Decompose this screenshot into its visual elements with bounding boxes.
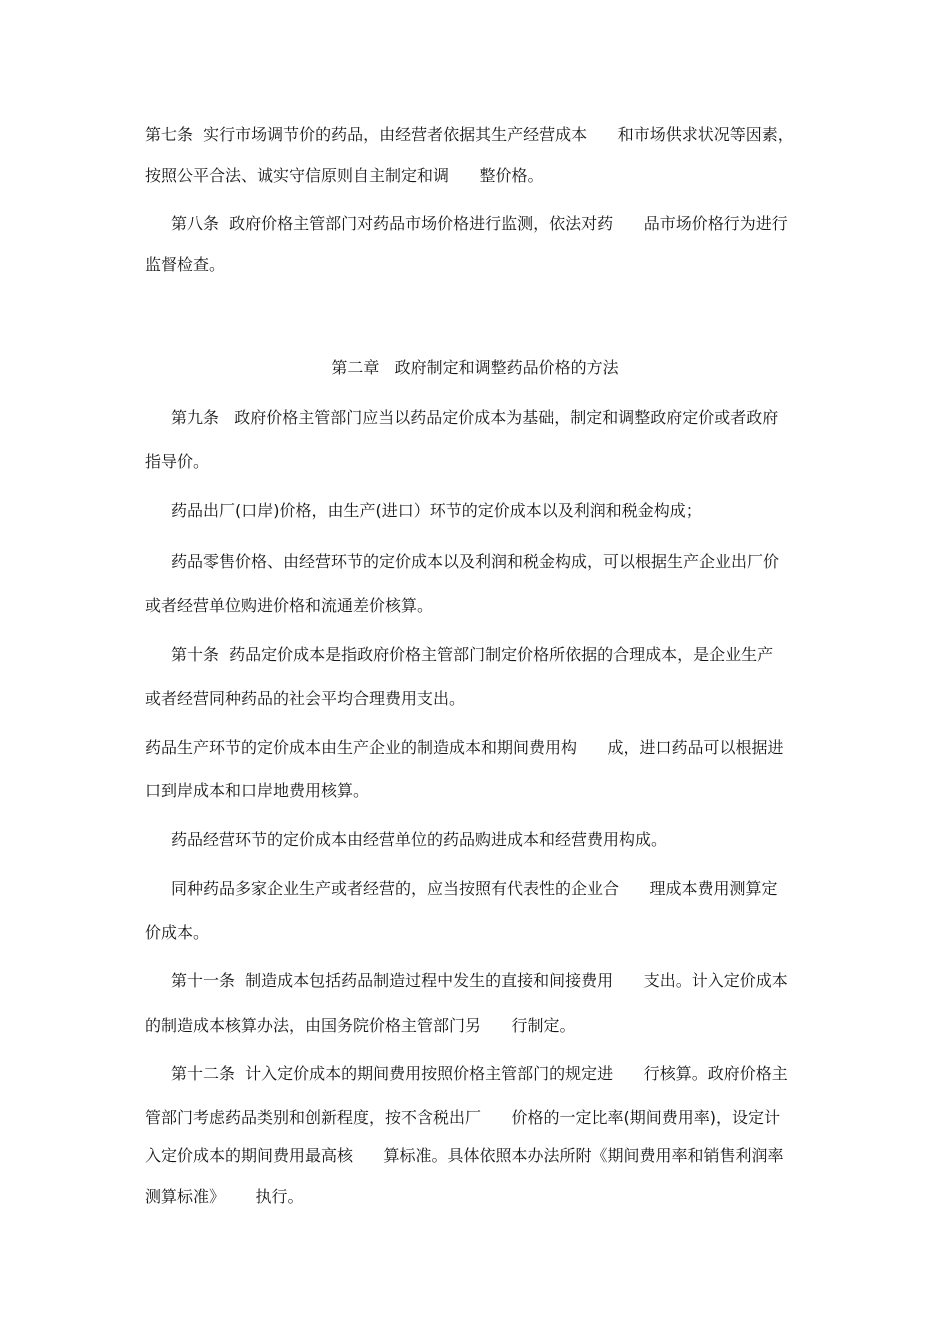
same-drug-line-2: 价成本。 [145,923,210,942]
production-cost-line-2: 口到岸成本和口岸地费用核算。 [145,781,370,800]
article-9-line-2: 指导价。 [145,452,210,471]
article-12-line-1: 第十二条 计入定价成本的期间费用按照价格主管部门的规定进 行核算。政府价格主 [171,1064,788,1083]
article-12-line-3: 入定价成本的期间费用最高核 算标准。具体依照本办法所附《期间费用率和销售利润率 [145,1146,784,1165]
retail-price-line-2: 或者经营单位购进价格和流通差价核算。 [145,596,434,615]
operating-cost-paragraph: 药品经营环节的定价成本由经营单位的药品购进成本和经营费用构成。 [171,830,668,849]
article-8-line-2: 监督检查。 [145,255,226,274]
production-cost-line-1: 药品生产环节的定价成本由生产企业的制造成本和期间费用构 成，进口药品可以根据进 [145,738,784,757]
factory-price-paragraph: 药品出厂(口岸)价格，由生产(进口）环节的定价成本以及利润和税金构成； [171,501,702,520]
article-10-line-2: 或者经营同种药品的社会平均合理费用支出。 [145,689,466,708]
article-9-line-1: 第九条 政府价格主管部门应当以药品定价成本为基础，制定和调整政府定价或者政府 [171,408,779,427]
article-10-line-1: 第十条 药品定价成本是指政府价格主管部门制定价格所依据的合理成本，是企业生产 [171,645,774,664]
article-8-line-1: 第八条 政府价格主管部门对药品市场价格进行监测，依法对药 品市场价格行为进行 [171,214,788,233]
same-drug-line-1: 同种药品多家企业生产或者经营的，应当按照有代表性的企业合 理成本费用测算定 [171,879,778,898]
retail-price-line-1: 药品零售价格、由经营环节的定价成本以及利润和税金构成，可以根据生产企业出厂价 [171,552,780,571]
article-11-line-2: 的制造成本核算办法，由国务院价格主管部门另 行制定。 [145,1016,576,1035]
article-12-line-2: 管部门考虑药品类别和创新程度，按不含税出厂 价格的一定比率(期间费用率)，设定计 [145,1108,781,1127]
article-7-line-1: 第七条 实行市场调节价的药品，由经营者依据其生产经营成本 和市场供求状况等因素， [145,125,794,144]
article-11-line-1: 第十一条 制造成本包括药品制造过程中发生的直接和间接费用 支出。计入定价成本 [171,971,788,990]
article-7-line-2: 按照公平合法、诚实守信原则自主制定和调 整价格。 [145,166,544,185]
article-12-line-4: 测算标准》 执行。 [145,1187,304,1206]
chapter-heading: 第二章 政府制定和调整药品价格的方法 [331,358,619,377]
